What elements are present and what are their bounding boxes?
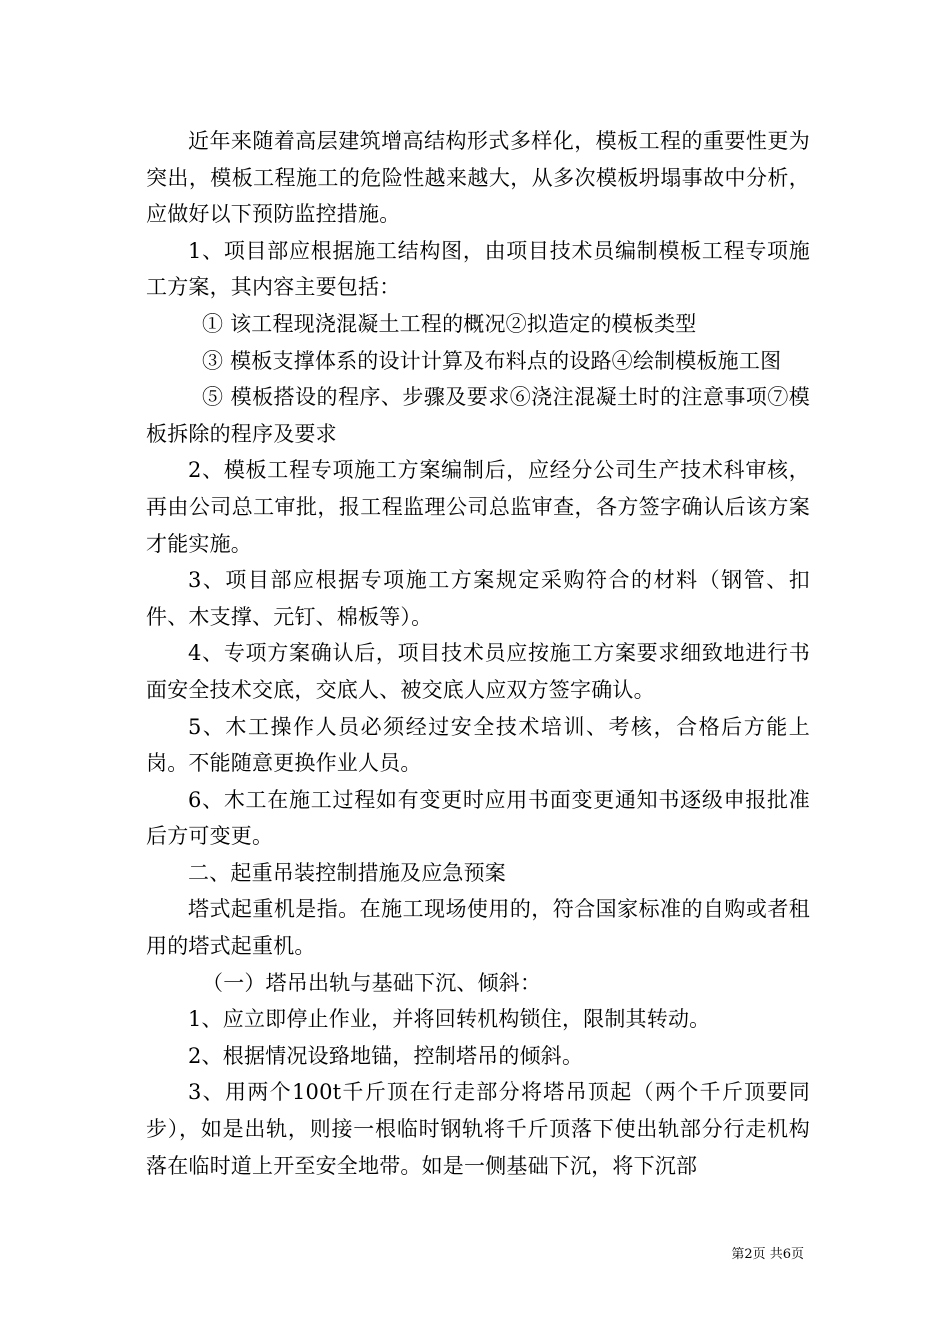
crane-step-1-paragraph: 1、应立即停止作业，并将回转机构锁住，限制其转动。 — [188, 1007, 711, 1032]
plan-contents-list-row-3: ⑤ 模板搭设的程序、步骤及要求⑥浇注混凝土时的注意事项⑦模板拆除的程序及要求 — [146, 385, 810, 446]
item-2-paragraph: 2、模板工程专项施工方案编制后，应经分公司生产技术科审核，再由公司总工审批，报工程监理公司总监审查，各方签字确认后该方案才能实施。 — [146, 458, 810, 556]
item-5-paragraph: 5、木工操作人员必须经过安全技术培训、考核，合格后方能上岗。不能随意更换作业人员。 — [146, 714, 810, 776]
document-body — [146, 123, 810, 1184]
item-4-paragraph: 4、专项方案确认后，项目技术员应按施工方案要求细致地进行书面安全技术交底，交底人、被交底人应双方签字确认。 — [146, 641, 810, 702]
plan-contents-list-row-1: ① 该工程现浇混凝土工程的概况②拟造定的模板类型 — [202, 311, 697, 336]
crane-step-3-paragraph: 3、用两个100t千斤顶在行走部分将塔吊顶起（两个千斤顶要同步），如是出轨，则接一根临时钢轨将千斤顶落下使出轨部分行走机构落在临时道上开至安全地带。如是一侧基础下沉，将下沉部 — [146, 1080, 810, 1178]
section-heading: 二、起重吊装控制措施及应急预案 — [188, 860, 506, 885]
crane-step-2-paragraph: 2、根据情况设臵地锚，控制塔吊的倾斜。 — [188, 1043, 584, 1068]
plan-contents-list-row-2: ③ 模板支撑体系的设计计算及布料点的设路④绘制模板施工图 — [202, 348, 782, 373]
item-1-paragraph: 1、项目部应根据施工结构图，由项目技术员编制模板工程专项施工方案，其内容主要包括： — [146, 238, 810, 300]
page-number-footer: 第2页 共6页 — [731, 1247, 804, 1262]
intro-paragraph: 近年来随着高层建筑增高结构形式多样化，模板工程的重要性更为突出，模板工程施工的危险性越来越大，从多次模板坍塌事故中分析，应做好以下预防监控措施。 — [146, 129, 810, 227]
tower-crane-definition-paragraph: 塔式起重机是指。在施工现场使用的，符合国家标准的自购或者租用的塔式起重机。 — [146, 897, 810, 959]
item-3-paragraph: 3、项目部应根据专项施工方案规定采购符合的材料（钢管、扣件、木支撑、元钉、棉板等）。 — [146, 568, 810, 629]
item-6-paragraph: 6、木工在施工过程如有变更时应用书面变更通知书逐级申报批准后方可变更。 — [146, 787, 810, 849]
subsection-heading: （一）塔吊出轨与基础下沉、倾斜： — [202, 970, 542, 995]
